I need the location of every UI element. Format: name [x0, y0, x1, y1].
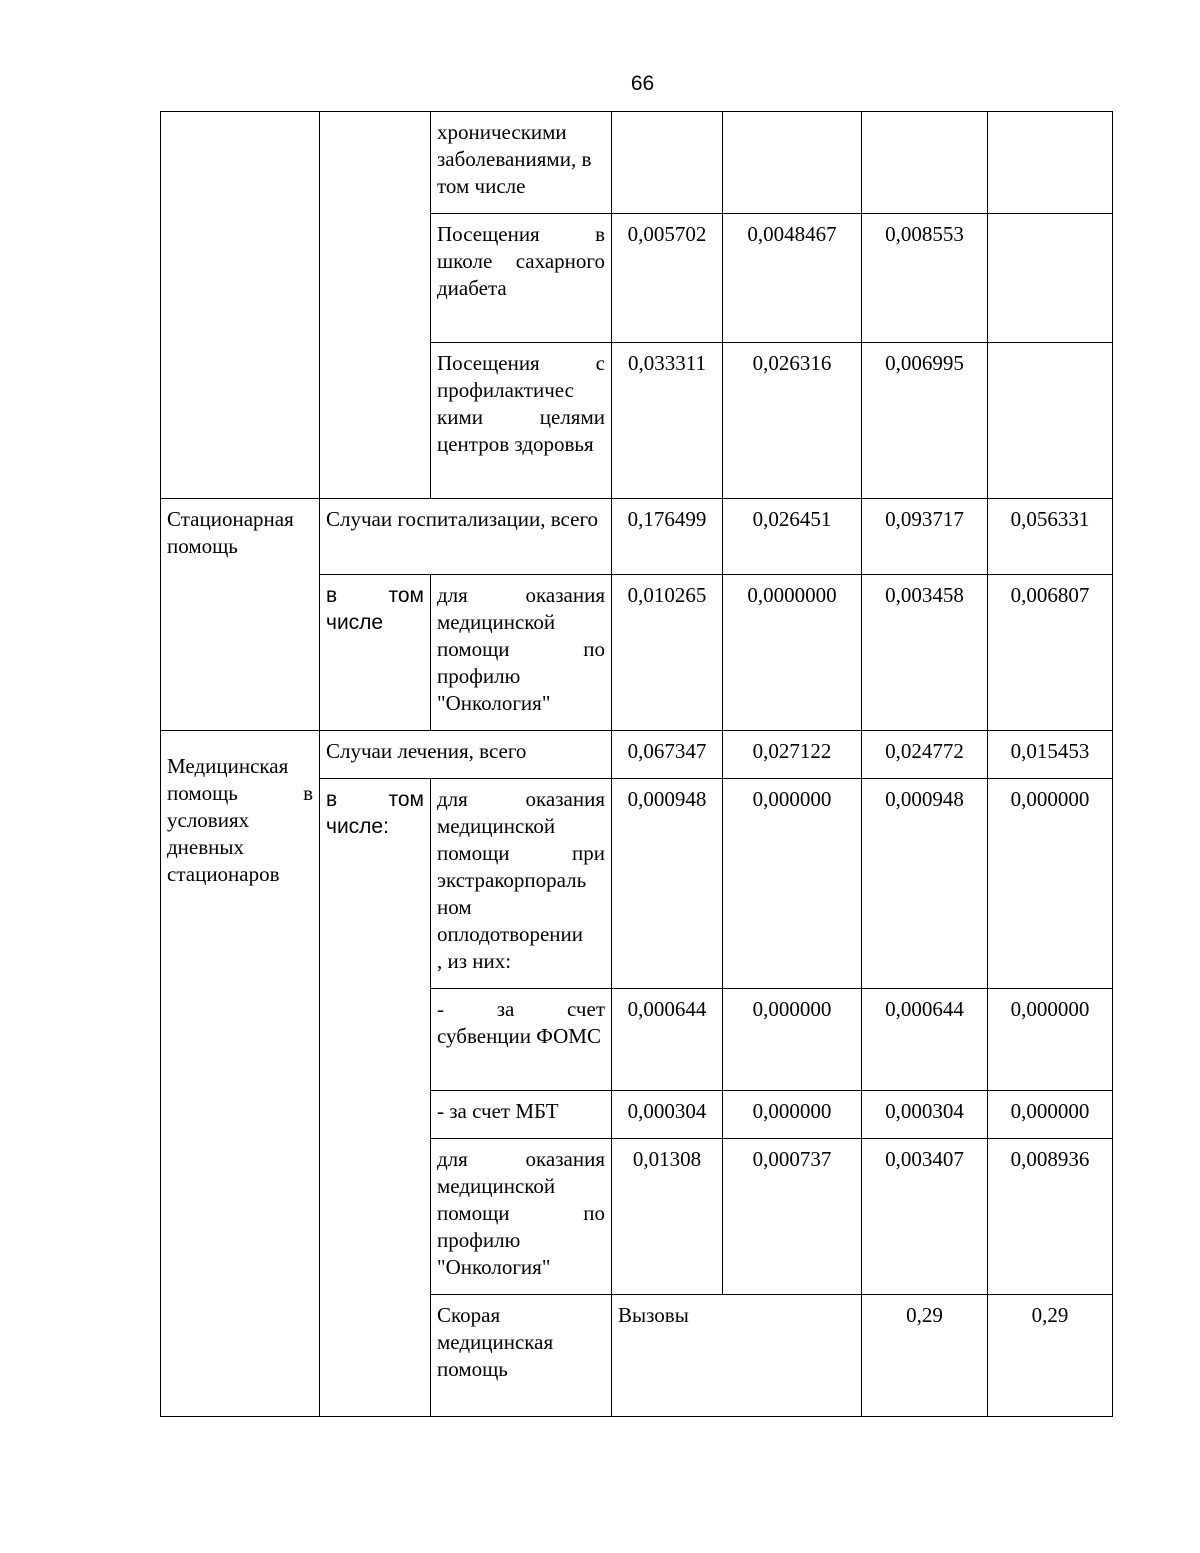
value-cell: 0,008553 [862, 214, 988, 343]
value-cell: 0,005702 [612, 214, 723, 343]
value-cell: 0,026451 [723, 499, 862, 575]
value-cell: 0,015453 [988, 731, 1113, 779]
value-cell: 0,026316 [723, 343, 862, 499]
row-label: Посещения с профилактичес кими целями центров здоровья [431, 343, 612, 499]
row-label-text: для оказания медицинской помощи при экстракорпораль ном оплодотворении [437, 787, 605, 946]
row-label: - за счет субвенции ФОМС [431, 989, 612, 1091]
row-label: Посещения в школе сахарного диабета [431, 214, 612, 343]
value-cell: 0,010265 [612, 575, 723, 731]
value-cell: 0,000948 [862, 779, 988, 989]
row-label: Случаи лечения, всего [320, 731, 612, 779]
value-cell [988, 343, 1113, 499]
value-cell: 0,000000 [988, 779, 1113, 989]
value-cell: 0,003458 [862, 575, 988, 731]
value-cell: 0,000644 [612, 989, 723, 1091]
value-cell: 0,000304 [862, 1091, 988, 1139]
value-cell: 0,000000 [723, 989, 862, 1091]
value-cell: 0,000000 [723, 1091, 862, 1139]
value-cell: 0,0048467 [723, 214, 862, 343]
value-cell: 0,01308 [612, 1139, 723, 1295]
volumes-table [160, 111, 1113, 1417]
value-cell: 0,29 [862, 1295, 988, 1417]
row-label: Случаи госпитализации, всего [320, 499, 612, 575]
section-cell: Медицинская помощь в условиях дневных стационаров [161, 731, 320, 1417]
table-row [161, 112, 1113, 214]
value-cell: 0,000644 [862, 989, 988, 1091]
value-cell: 0,033311 [612, 343, 723, 499]
table-row [161, 499, 1113, 575]
subsection-cell [320, 112, 431, 499]
value-cell [988, 214, 1113, 343]
value-cell: 0,0000000 [723, 575, 862, 731]
row-label: для оказания медицинской помощи по профилю "Онкология" [431, 1139, 612, 1295]
value-cell: 0,000304 [612, 1091, 723, 1139]
value-cell: 0,006807 [988, 575, 1113, 731]
subsection-cell: в том числе: [320, 779, 431, 1417]
row-label: хроническими заболеваниями, в том числе [431, 112, 612, 214]
value-cell: 0,008936 [988, 1139, 1113, 1295]
value-cell: 0,093717 [862, 499, 988, 575]
value-cell: 0,176499 [612, 499, 723, 575]
value-cell: 0,006995 [862, 343, 988, 499]
row-label-tail: , из них: [437, 949, 512, 973]
value-cell: 0,000000 [988, 1091, 1113, 1139]
value-cell: 0,000948 [612, 779, 723, 989]
value-cell: 0,000737 [723, 1139, 862, 1295]
table-row [161, 731, 1113, 779]
value-cell: 0,067347 [612, 731, 723, 779]
value-cell: 0,000000 [723, 779, 862, 989]
value-cell: 0,056331 [988, 499, 1113, 575]
row-label [431, 779, 612, 989]
section-cell [161, 112, 320, 499]
page-number: 66 [630, 72, 655, 95]
row-label: - за счет МБТ [431, 1091, 612, 1139]
subsection-cell: в том числе [320, 575, 431, 731]
value-cell: 0,024772 [862, 731, 988, 779]
value-cell: 0,003407 [862, 1139, 988, 1295]
section-cell: Стационарная помощь [161, 499, 320, 731]
value-cell: 0,29 [988, 1295, 1113, 1417]
value-cell: 0,027122 [723, 731, 862, 779]
section-cell: Скорая медицинская помощь [431, 1295, 612, 1417]
value-cell: 0,000000 [988, 989, 1113, 1091]
row-label: для оказания медицинской помощи по профилю "Онкология" [431, 575, 612, 731]
row-label: Вызовы [612, 1295, 862, 1417]
